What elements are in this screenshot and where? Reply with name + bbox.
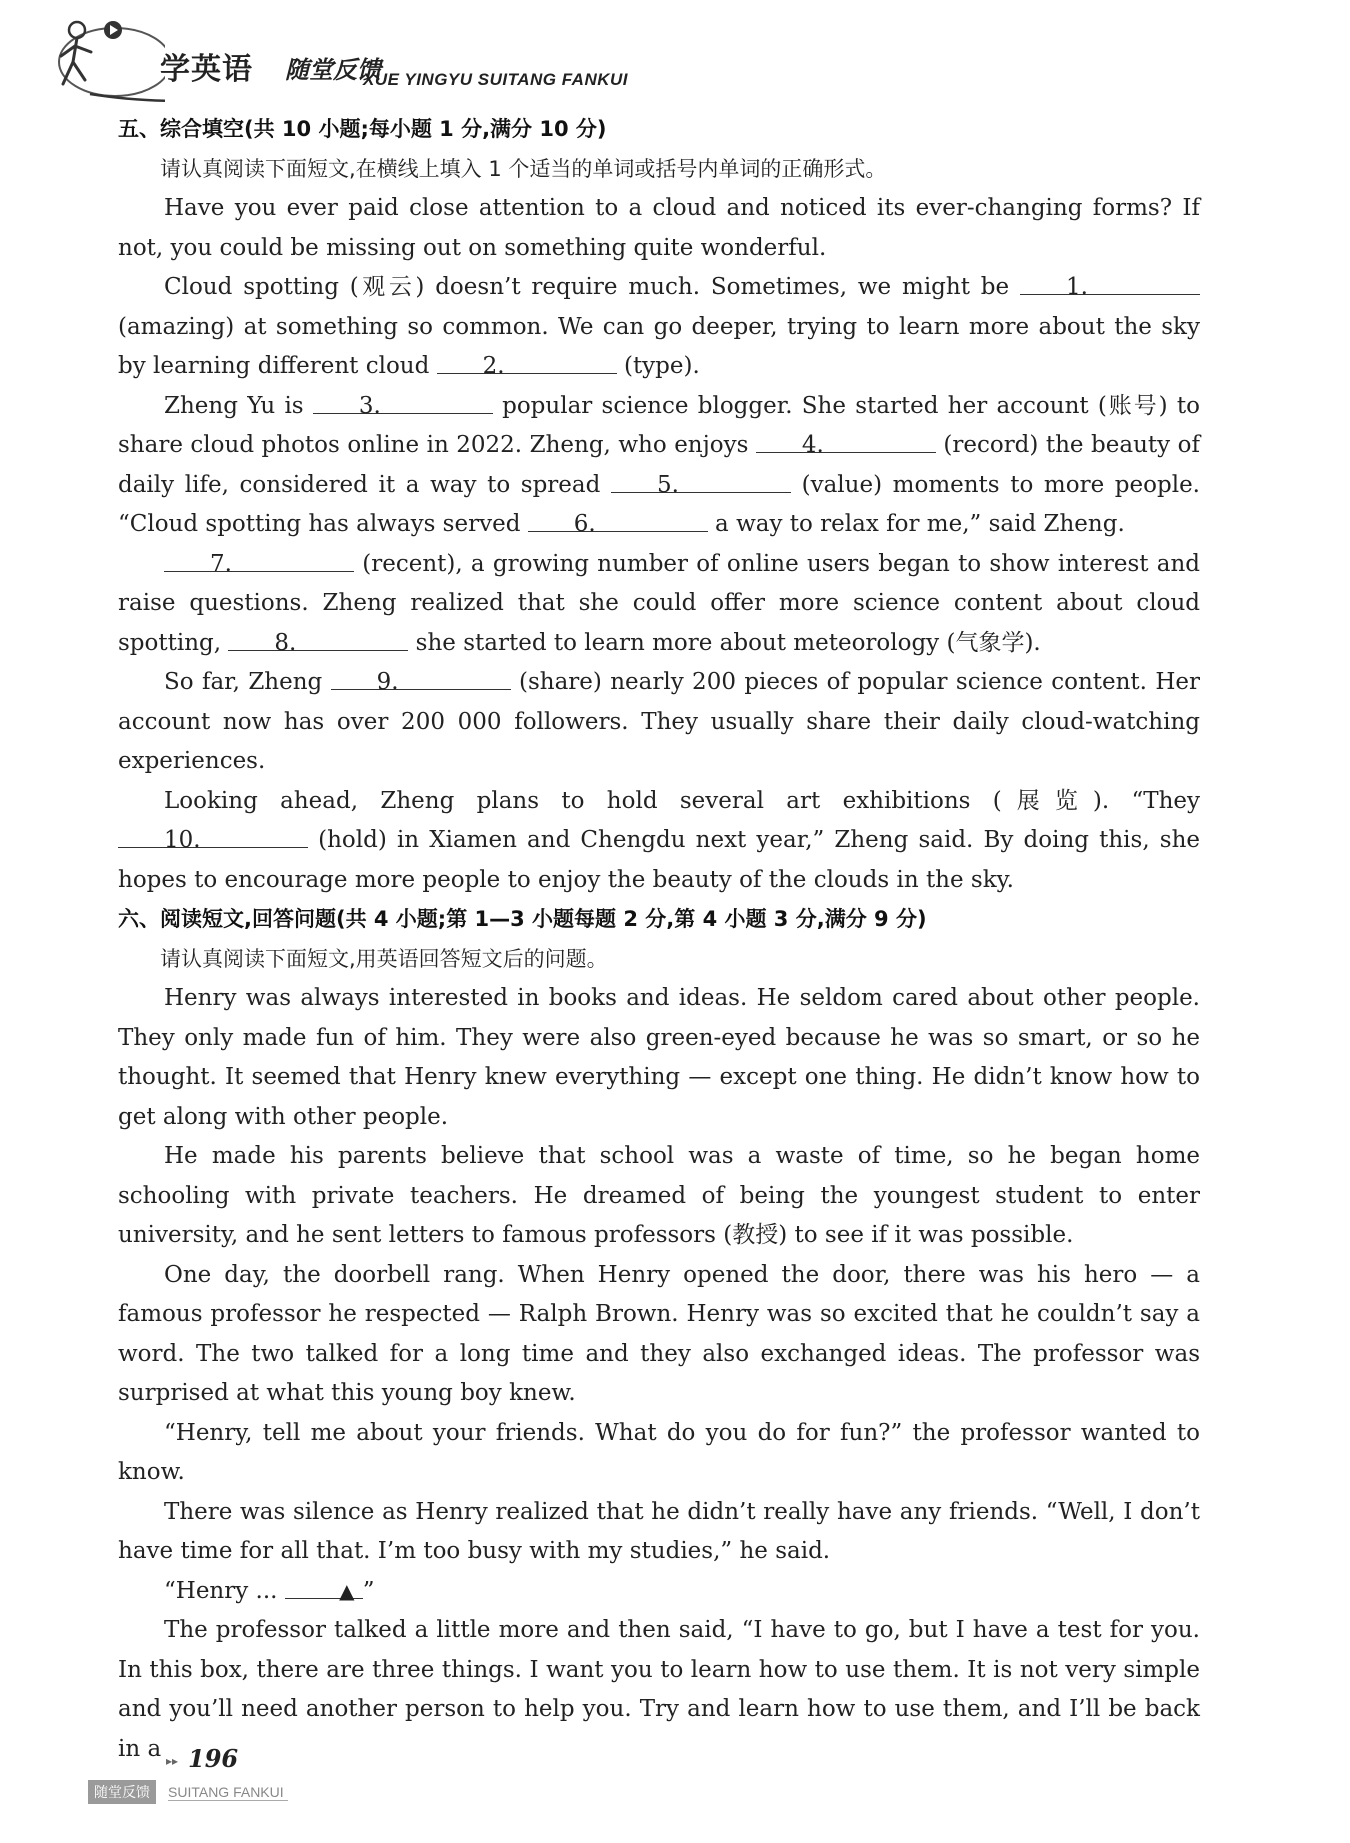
- blank-1[interactable]: 1.: [1020, 268, 1200, 295]
- passage-paragraph: Zheng Yu is 3. popular science blogger. She started her account (账号) to share cloud photos online in 2022. Zheng, who enjoys 4. (record) the beauty of daily life, considered it a way to spread 5. (value) moments to more people. “Cloud spotting has always served 6. a way to relax for me,” said Zheng.: [118, 387, 1200, 545]
- blank-5[interactable]: 5.: [611, 466, 791, 493]
- passage-paragraph: “Henry, tell me about your friends. What do you do for fun?” the professor wanted to know.: [118, 1419, 1200, 1485]
- blank-3[interactable]: 3.: [313, 387, 493, 414]
- footer-tag-cn: 随堂反馈: [88, 1780, 156, 1804]
- section-6-heading: 六、阅读短文,回答问题(共 4 小题;第 1—3 小题每题 2 分,第 4 小题 3 分,满分 9 分): [118, 907, 927, 931]
- passage-paragraph: “Henry ... ▲ ”: [118, 1572, 1200, 1612]
- blank-6[interactable]: 6.: [528, 505, 708, 532]
- blank-10[interactable]: 10.: [118, 821, 308, 848]
- passage-paragraph: Henry was always interested in books and ideas. He seldom cared about other people. They only made fun of him. They were also green-eyed because he was so smart, or so he thought. It seemed that Henry knew everything — except one thing. He didn’t know how to get along with other people.: [118, 985, 1200, 1130]
- passage-paragraph: He made his parents believe that school was a waste of time, so he began home schooling with private teachers. He dreamed of being the youngest student to enter university, and he sent letters to famous professors (教授) to see if it was possible.: [118, 1143, 1200, 1248]
- passage-paragraph: So far, Zheng 9. (share) nearly 200 pieces of popular science content. Her account now has over 200 000 followers. They usually share their daily cloud-watching experiences.: [118, 663, 1200, 782]
- answer-blank-triangle[interactable]: [285, 1572, 363, 1603]
- page-footer: [88, 1736, 388, 1816]
- page-number: 196: [188, 1744, 239, 1773]
- section-5-heading: 五、综合填空(共 10 小题;每小题 1 分,满分 10 分): [118, 117, 607, 141]
- blank-8[interactable]: 8.: [228, 624, 408, 651]
- passage-paragraph: The professor talked a little more and then said, “I have to go, but I have a test for you. In this box, there are three things. I want you to learn how to use them. It is not very simple and you’ll need another person to help you. Try and learn how to use them, and I’ll be back in a: [118, 1617, 1200, 1762]
- passage-paragraph: There was silence as Henry realized that he didn’t really have any friends. “Well, I don’t have time for all that. I’m too busy with my studies,” he said.: [118, 1498, 1200, 1564]
- brand-subtitle-cn: 随堂反馈: [285, 56, 381, 84]
- passage-paragraph: One day, the doorbell rang. When Henry opened the door, there was his hero — a famous professor he respected — Ralph Brown. Henry was so excited that he couldn’t say a word. The two talked for a long time and they also exchanged ideas. The professor was surprised at what this young boy knew.: [118, 1261, 1200, 1406]
- double-arrow-icon: ▸▸: [166, 1754, 179, 1768]
- runner-play-logo-icon: [55, 12, 165, 102]
- passage-paragraph: Cloud spotting (观云) doesn’t require much. Sometimes, we might be 1. (amazing) at something so common. We can go deeper, trying to learn more about the sky by learning different cloud 2. (type).: [118, 268, 1200, 387]
- brand-title-cn: 学英语: [160, 52, 253, 87]
- passage-paragraph: 7. (recent), a growing number of online users began to show interest and raise questions. Zheng realized that she could offer more science content about cloud spotting, 8. she started to learn more about meteorology (气象学).: [118, 545, 1200, 664]
- brand-title-en: XUE YINGYU SUITANG FANKUI: [363, 70, 629, 89]
- passage-paragraph: Looking ahead, Zheng plans to hold several art exhibitions (展览). “They 10. (hold) in Xiamen and Chengdu next year,” Zheng said. By doing this, she hopes to encourage more people to enjoy the beauty of the clouds in the sky.: [118, 787, 1200, 893]
- page-content: [118, 110, 1200, 1769]
- blank-4[interactable]: 4.: [756, 426, 936, 453]
- footer-tag-en: SUITANG FANKUI: [168, 1784, 288, 1801]
- blank-9[interactable]: 9.: [331, 663, 511, 690]
- blank-7[interactable]: 7.: [164, 545, 354, 572]
- section-5-instruction: 请认真阅读下面短文,在横线上填入 1 个适当的单词或括号内单词的正确形式。: [160, 156, 887, 181]
- section-6-instruction: 请认真阅读下面短文,用英语回答短文后的问题。: [160, 946, 608, 971]
- triangle-icon: ▲: [339, 1578, 355, 1603]
- passage-paragraph: Have you ever paid close attention to a cloud and noticed its ever-changing forms? If not, you could be missing out on something quite wonderful.: [118, 195, 1200, 261]
- blank-2[interactable]: 2.: [437, 347, 617, 374]
- page-header: [55, 12, 655, 102]
